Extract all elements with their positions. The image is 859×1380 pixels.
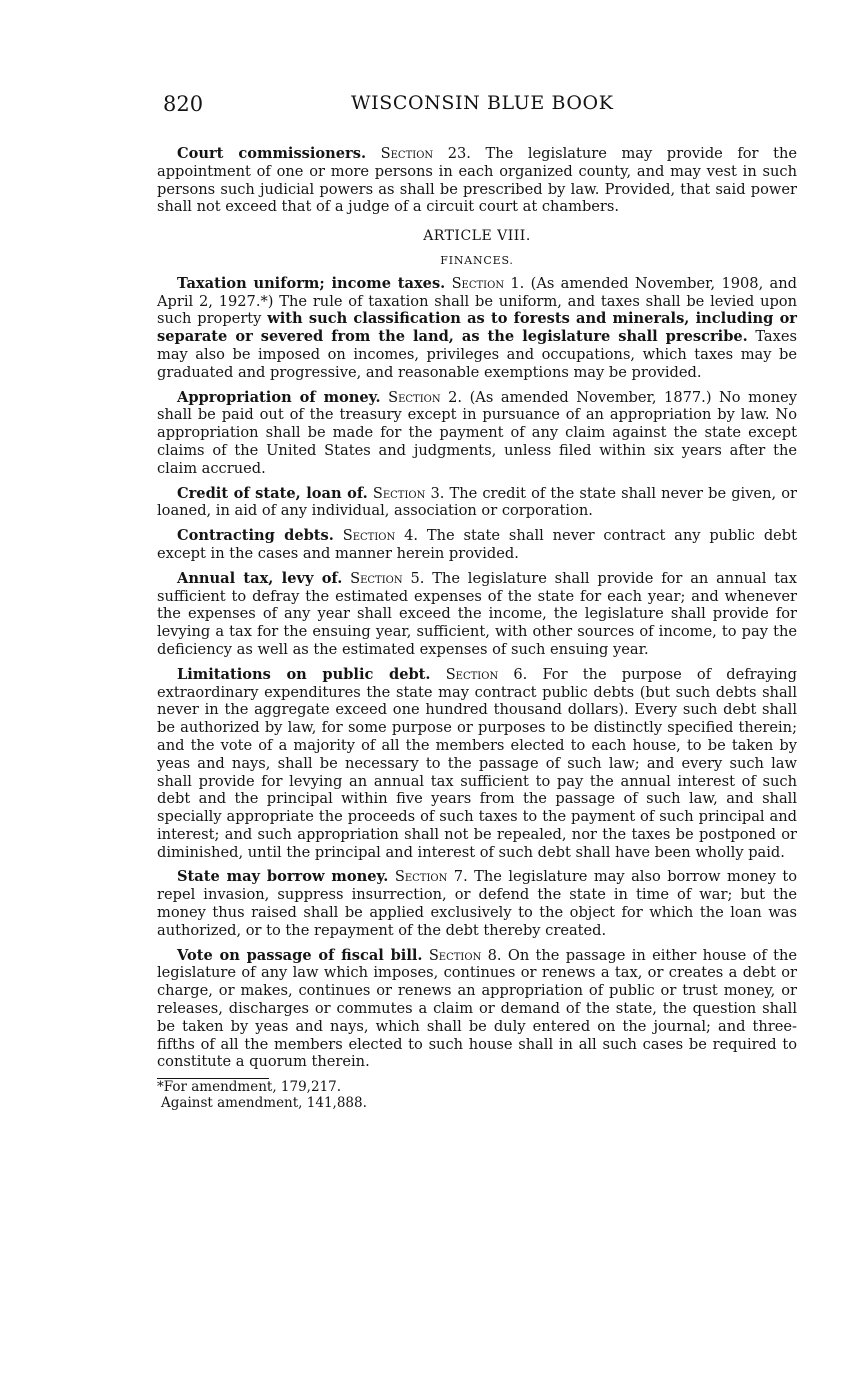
section-heading: Limitations on public debt. [177, 665, 431, 683]
section-label: Section 1. [451, 274, 525, 292]
section-7-paragraph [157, 868, 797, 939]
section-label: Section 2. [388, 388, 463, 406]
footnote-line: Against amendment, 141,888. [161, 1094, 367, 1111]
section-text: Taxes may also be imposed on incomes, privileges and occupations, which taxes may be graduated and progressive, and reasonable exemptions may be provided. [157, 328, 797, 381]
section-text: The legislature shall provide for an annual tax sufficient to defray the estimated expenses of the state for each year; and whenever the expenses of any year shall exceed the income, the legislature shall provide for levying a tax for the ensuing year, sufficient, with other sources of income, to pay the deficiency as well as the estimated expenses of such ensuing year. [157, 569, 797, 658]
section-label: Section 6. [445, 665, 528, 683]
section-23-paragraph [157, 145, 797, 216]
section-text: On the passage in either house of the legislature of any law which imposes, continues or renews a tax, or creates a debt or charge, or makes, continues or renews an appropriation of public or trust money, or releases, discharges or commutes a claim or demand of the state, the question shall be taken by yeas and nays, which shall be duly entered on the journal; and three-fifths of all the members elected to such house shall in all such cases be required to constitute a quorum therein. [157, 946, 798, 1071]
section-heading: Taxation uniform; income taxes. [177, 274, 446, 292]
section-4-paragraph [157, 527, 797, 563]
running-title: WISCONSIN BLUE BOOK [351, 92, 614, 114]
article-subtitle: FINANCES. [440, 253, 514, 267]
section-8-paragraph [157, 947, 797, 1072]
section-heading: Court commissioners. [177, 145, 367, 162]
section-label: Section 7. [394, 868, 468, 886]
page-header [163, 92, 628, 122]
section-text: The credit of the state shall never be given, or loaned, in aid of any individual, association or corporation. [157, 484, 797, 520]
section-text: (As amended November, 1877.) No money shall be paid out of the treasury except in pursuance of an appropriation by law. No appropriation shall be made for the payment of any claim against the state except claims of the United States and judgments, unless filed within six years after the claim accrued. [157, 388, 798, 477]
page-body [157, 145, 797, 1111]
section-3-paragraph [157, 485, 797, 521]
section-label: Section 8. [428, 946, 502, 964]
section-2-paragraph [157, 389, 797, 478]
section-text: The legislature may provide for the appointment of one or more persons in each organized county, and may vest in such persons such judicial powers as shall be prescribed by law. Provided, that said power shall not exceed that of a judge of a circuit court at chambers. [157, 145, 798, 216]
section-heading: Annual tax, levy of. [177, 569, 343, 587]
section-text: For the purpose of defraying extraordinary expenditures the state may contract public debts (but such debts shall never in the aggregate exceed one hundred thousand dollars). Every such debt shall be authorized by law, for some purpose or purposes to be distinctly specified therein; and the vote of a majority of all the members elected to each house, to be taken by yeas and nays, shall be necessary to the passage of such law; and every such law shall provide for levying an annual tax sufficient to pay the annual interest of such debt and the principal within five years from the passage of such law, and shall specially appropriate the proceeds of such taxes to the payment of such principal and interest; and such appropriation shall not be repealed, nor the taxes be postponed or diminished, until the principal and interest of such debt shall have been wholly paid. [157, 665, 797, 861]
section-heading: Appropriation of money. [177, 388, 381, 406]
section-text-bold: with such classification as to forests and minerals, including or separate or severed from the land, as the legislature shall prescribe. [157, 310, 797, 346]
section-heading: Credit of state, loan of. [177, 484, 368, 502]
section-text: The legislature may also borrow money to repel invasion, suppress insurrection, or defend the state in time of war; but the money thus raised shall be applied exclusively to the object for which the loan was authorized, or to the repayment of the debt thereby created. [157, 868, 797, 939]
section-6-paragraph [157, 666, 797, 862]
footnote-line: *For amendment, 179,217. [157, 1079, 342, 1096]
section-text: (As amended November, 1908, and April 2, 1927.*) The rule of taxation shall be uniform, and taxes shall be levied upon such property [157, 274, 797, 328]
section-label: Section 5. [350, 569, 425, 587]
section-5-paragraph [157, 570, 797, 659]
article-title: ARTICLE VIII. [423, 228, 531, 245]
section-label: Section 4. [342, 527, 419, 545]
section-label: Section 3. [372, 484, 445, 502]
section-heading: Vote on passage of fiscal bill. [177, 946, 423, 964]
section-text: The state shall never contract any public debt except in the cases and manner herein provided. [157, 527, 797, 562]
section-label: Section 23. [380, 145, 471, 162]
section-1-paragraph [157, 275, 797, 382]
page-number: 820 [163, 92, 204, 116]
section-heading: State may borrow money. [177, 868, 389, 886]
section-heading: Contracting debts. [177, 527, 334, 545]
